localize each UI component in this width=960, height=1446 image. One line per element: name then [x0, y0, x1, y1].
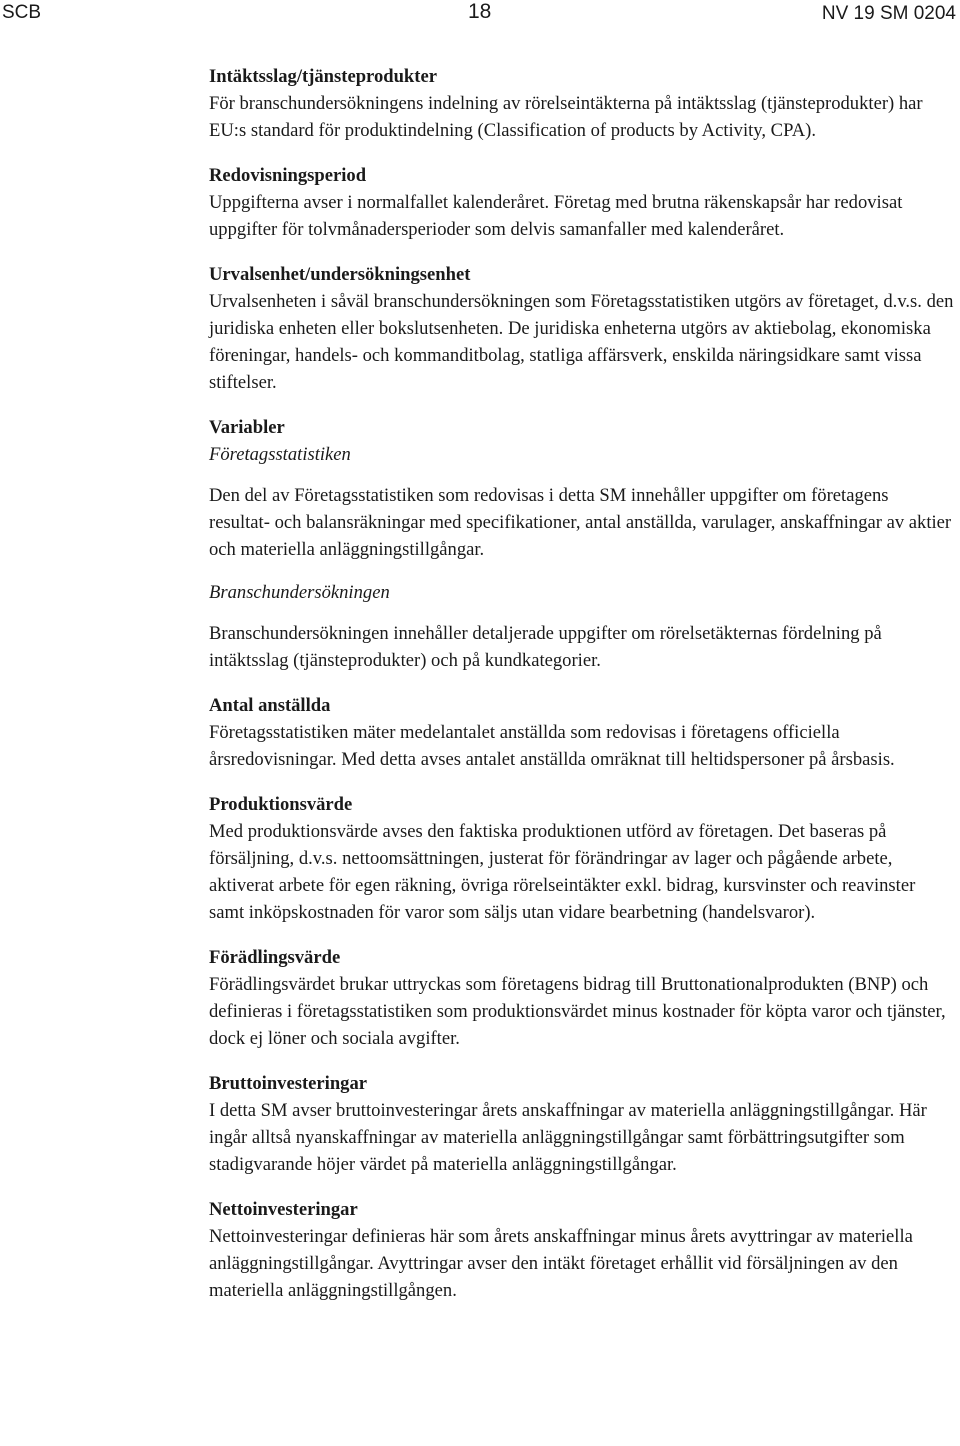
page-header: [0, 0, 960, 30]
document-body: [209, 63, 954, 1322]
section-paragraph: Nettoinvesteringar definieras här som årets anskaffningar minus årets avyttringar av materiella anläggningstillgångar. Avyttringar avser den intäkt företaget erhållit vid försäljningen av den materiella anläggningstillgången.: [209, 1226, 913, 1301]
section-variabler: [209, 414, 954, 674]
section-heading: Urvalsenhet/undersökningsenhet: [209, 264, 471, 285]
subsection-heading: Företagsstatistiken: [209, 444, 351, 465]
section-paragraph: Företagsstatistiken mäter medelantalet anställda som redovisas i företagens officiella årsredovisningar. Med detta avses antalet anställda omräknat till heltidspersoner på årsbasis.: [209, 722, 895, 770]
section-heading: Förädlingsvärde: [209, 947, 341, 968]
section-heading: Antal anställda: [209, 695, 331, 716]
subsection-paragraph: Branschundersökningen innehåller detaljerade uppgifter om rörelsetäkternas fördelning på intäktsslag (tjänsteprodukter) och på kundkategorier.: [209, 623, 882, 671]
section-heading: Redovisningsperiod: [209, 165, 367, 186]
subsection-foretagsstatistiken: [209, 441, 954, 563]
section-urvalsenhet: [209, 261, 954, 396]
section-heading: Bruttoinvesteringar: [209, 1073, 368, 1094]
section-heading: Intäktsslag/tjänsteprodukter: [209, 66, 437, 87]
section-paragraph: Med produktionsvärde avses den faktiska produktionen utförd av företagen. Det baseras på försäljning, d.v.s. nettoomsättningen, justerat för förändringar av lager och pågående arbete, aktiverat arbete för egen räkning, övriga rörelseintäkter exkl. bidrag, kursvinster och reavinster samt inköpskostnaden för varor som säljs utan vidare bearbetning (handelsvaror).: [209, 821, 916, 923]
section-antal-anstallda: [209, 692, 954, 773]
section-paragraph: Uppgifterna avser i normalfallet kalenderåret. Företag med brutna räkenskapsår har redovisat uppgifter för tolvmånadersperioder som delvis samanfaller med kalenderåret.: [209, 192, 903, 240]
section-redovisningsperiod: [209, 162, 954, 243]
section-bruttoinvesteringar: [209, 1070, 954, 1178]
section-paragraph: Förädlingsvärdet brukar uttryckas som företagens bidrag till Bruttonationalprodukten (BNP) och definieras i företagsstatistiken som produktionsvärdet minus kostnader för köpta varor och tjänster, dock ej löner och sociala avgifter.: [209, 974, 946, 1049]
section-foradlingsvarde: [209, 944, 954, 1052]
subsection-branschundersokningen: [209, 579, 954, 674]
section-paragraph: För branschundersökningens indelning av rörelseintäkterna på intäktsslag (tjänsteprodukter) har EU:s standard för produktindelning (Classification of products by Activity, CPA).: [209, 93, 923, 141]
section-heading: Variabler: [209, 417, 285, 438]
subsection-heading: Branschundersökningen: [209, 582, 390, 603]
section-produktionsvarde: [209, 791, 954, 926]
section-nettoinvesteringar: [209, 1196, 954, 1304]
section-intaktsslag: [209, 63, 954, 144]
section-heading: Nettoinvesteringar: [209, 1199, 358, 1220]
page-number: 18: [468, 0, 492, 23]
publisher-label: SCB: [2, 2, 42, 23]
subsection-paragraph: Den del av Företagsstatistiken som redovisas i detta SM innehåller uppgifter om företagens resultat- och balansräkningar med specifikationer, antal anställda, varulager, anskaffningar av aktier och materiella anläggningstillgångar.: [209, 485, 952, 560]
section-paragraph: I detta SM avser bruttoinvesteringar årets anskaffningar av materiella anläggningstillgångar. Här ingår alltså nyanskaffningar av materiella anläggningstillgångar samt förbättringsutgifter som stadigvarande höjer värdet på materiella anläggningstillgångar.: [209, 1100, 927, 1175]
section-heading: Produktionsvärde: [209, 794, 353, 815]
publication-code: NV 19 SM 0204: [821, 3, 956, 24]
section-paragraph: Urvalsenheten i såväl branschundersökningen som Företagsstatistiken utgörs av företaget, d.v.s. den juridiska enheten eller bokslutsenheten. De juridiska enheterna utgörs av aktiebolag, ekonomiska föreningar, handels- och kommanditbolag, statliga affärsverk, enskilda näringsidkare samt vissa stiftelser.: [209, 291, 954, 393]
